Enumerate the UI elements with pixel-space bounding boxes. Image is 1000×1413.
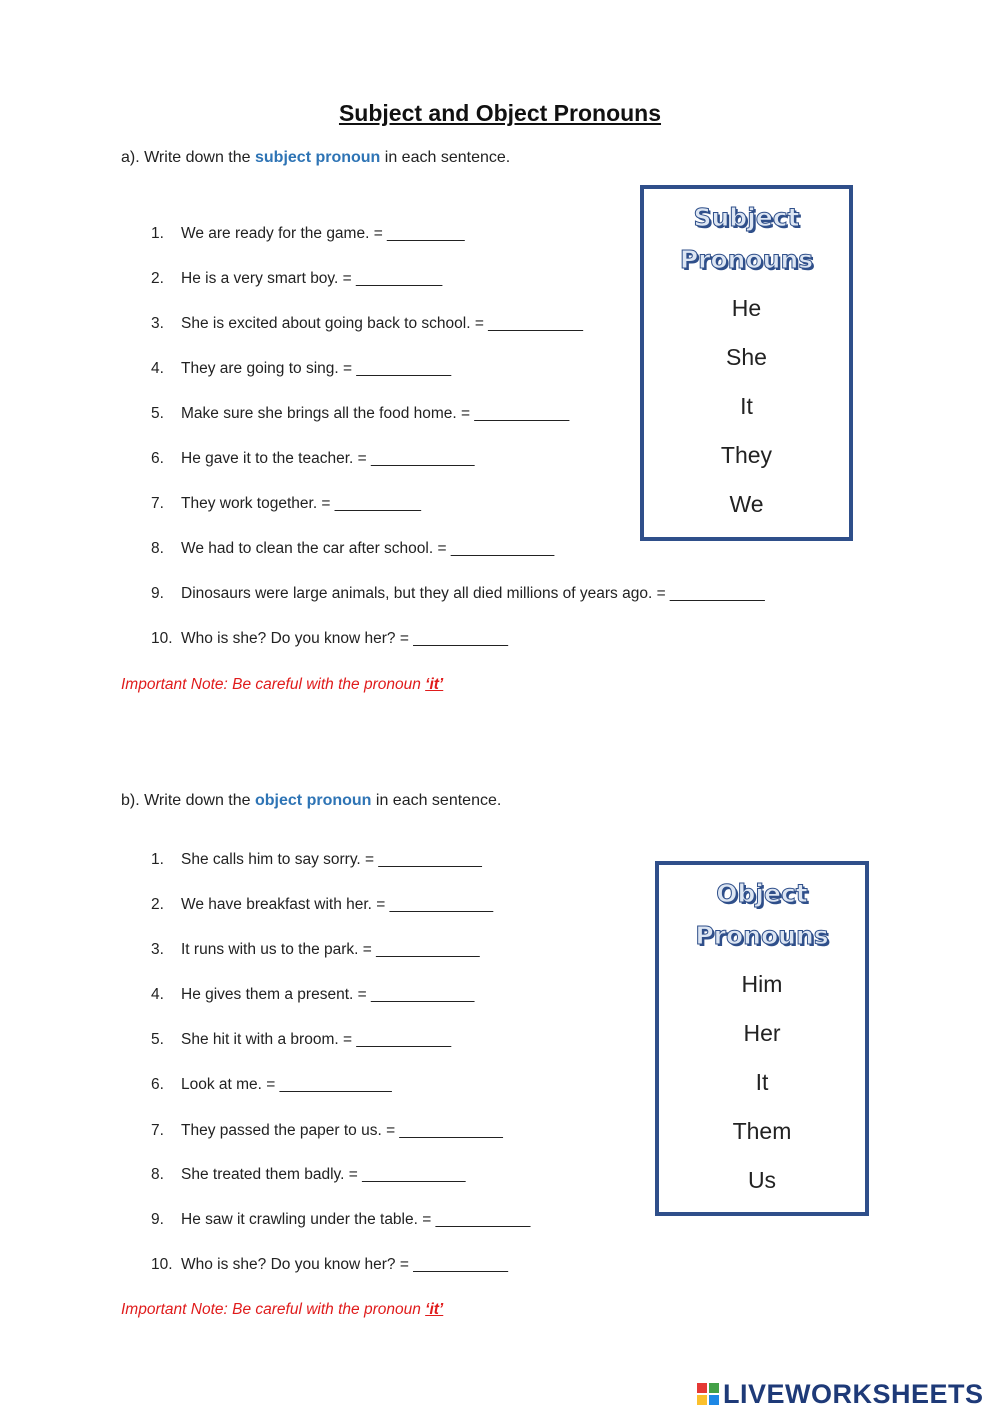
box-heading: Object [716,879,808,908]
pronoun-word: Him [741,971,783,997]
part-b-note [121,1301,443,1319]
box-heading: Pronouns [695,921,829,950]
question-number: 7. [151,495,164,512]
box-heading: Pronouns [679,245,814,274]
question-number: 3. [151,941,164,958]
question-text: She calls him to say sorry. = ____________ [181,851,482,868]
question-number: 6. [151,450,164,467]
logo-square [709,1395,719,1405]
logo-mark-icon [697,1383,719,1405]
logo-square [709,1383,719,1393]
part-a-suffix: in each sentence. [384,149,511,166]
question-number: 7. [151,1122,164,1139]
part-b-suffix: in each sentence. [375,792,502,809]
part-b-instruction [121,792,501,810]
question-text: It runs with us to the park. = ____________ [181,941,480,958]
pronoun-word: She [726,344,767,370]
pronoun-word: It [740,393,753,419]
question-number: 5. [151,405,164,422]
question-text: Who is she? Do you know her? = ___________ [181,630,509,647]
question-number: 9. [151,1211,164,1228]
question-text: Who is she? Do you know her? = ___________ [181,1256,509,1273]
question-text: Look at me. = _____________ [181,1076,392,1093]
part-a-prefix: a). Write down the [121,149,251,166]
pronoun-word: It [755,1069,769,1095]
note-text: Important Note: Be careful with the pronoun [121,676,421,693]
part-b-prefix: b). Write down the [121,792,251,809]
question-number: 8. [151,540,164,557]
subject-pronouns-box [640,185,853,541]
question-text: She treated them badly. = ____________ [181,1166,466,1183]
question-text: He gave it to the teacher. = ____________ [181,450,475,467]
question-text: She hit it with a broom. = ___________ [181,1031,452,1048]
pronoun-word: Her [743,1020,781,1046]
liveworksheets-logo[interactable] [697,1376,984,1412]
question-text: She is excited about going back to school. = ___________ [181,315,584,332]
question-text: They are going to sing. = ___________ [181,360,452,377]
question-number: 1. [151,225,164,242]
question-text: They work together. = __________ [181,495,421,512]
question-number: 6. [151,1076,164,1093]
question-number: 4. [151,360,164,377]
question-text: He saw it crawling under the table. = ___________ [181,1211,531,1228]
part-b-keyword: object pronoun [255,792,372,809]
question-number: 8. [151,1166,164,1183]
page-title: Subject and Object Pronouns [338,100,662,126]
part-a-instruction [121,149,510,167]
question-text: Dinosaurs were large animals, but they all died millions of years ago. = ___________ [181,585,765,602]
pronoun-word: He [731,295,762,321]
logo-text: LIVEWORKSHEETS [723,1378,984,1409]
pronoun-word: They [720,442,773,468]
question-text: They passed the paper to us. = ____________ [181,1122,503,1139]
question-number: 10. [151,630,173,647]
question-text: We had to clean the car after school. = ____________ [181,540,555,557]
question-number: 1. [151,851,164,868]
logo-square [697,1395,707,1405]
logo-square [697,1383,707,1393]
question-number: 2. [151,896,164,913]
pronoun-word: Them [732,1118,792,1144]
note-highlight: ‘it’ [425,1301,444,1318]
question-number: 10. [151,1256,173,1273]
pronoun-word: Us [747,1167,777,1193]
question-number: 2. [151,270,164,287]
question-number: 9. [151,585,164,602]
question-number: 5. [151,1031,164,1048]
note-text: Important Note: Be careful with the pronoun [121,1301,421,1318]
question-number: 3. [151,315,164,332]
question-text: We have breakfast with her. = ____________ [181,896,494,913]
question-text: He gives them a present. = ____________ [181,986,475,1003]
question-text: Make sure she brings all the food home. = ___________ [181,405,570,422]
box-heading: Subject [693,203,800,232]
part-a-keyword: subject pronoun [255,149,381,166]
question-text: He is a very smart boy. = __________ [181,270,443,287]
question-number: 4. [151,986,164,1003]
pronoun-word: We [729,491,764,517]
part-a-note [121,676,443,694]
note-highlight: ‘it’ [425,676,444,693]
object-pronouns-box [655,861,869,1216]
question-text: We are ready for the game. = _________ [181,225,465,242]
